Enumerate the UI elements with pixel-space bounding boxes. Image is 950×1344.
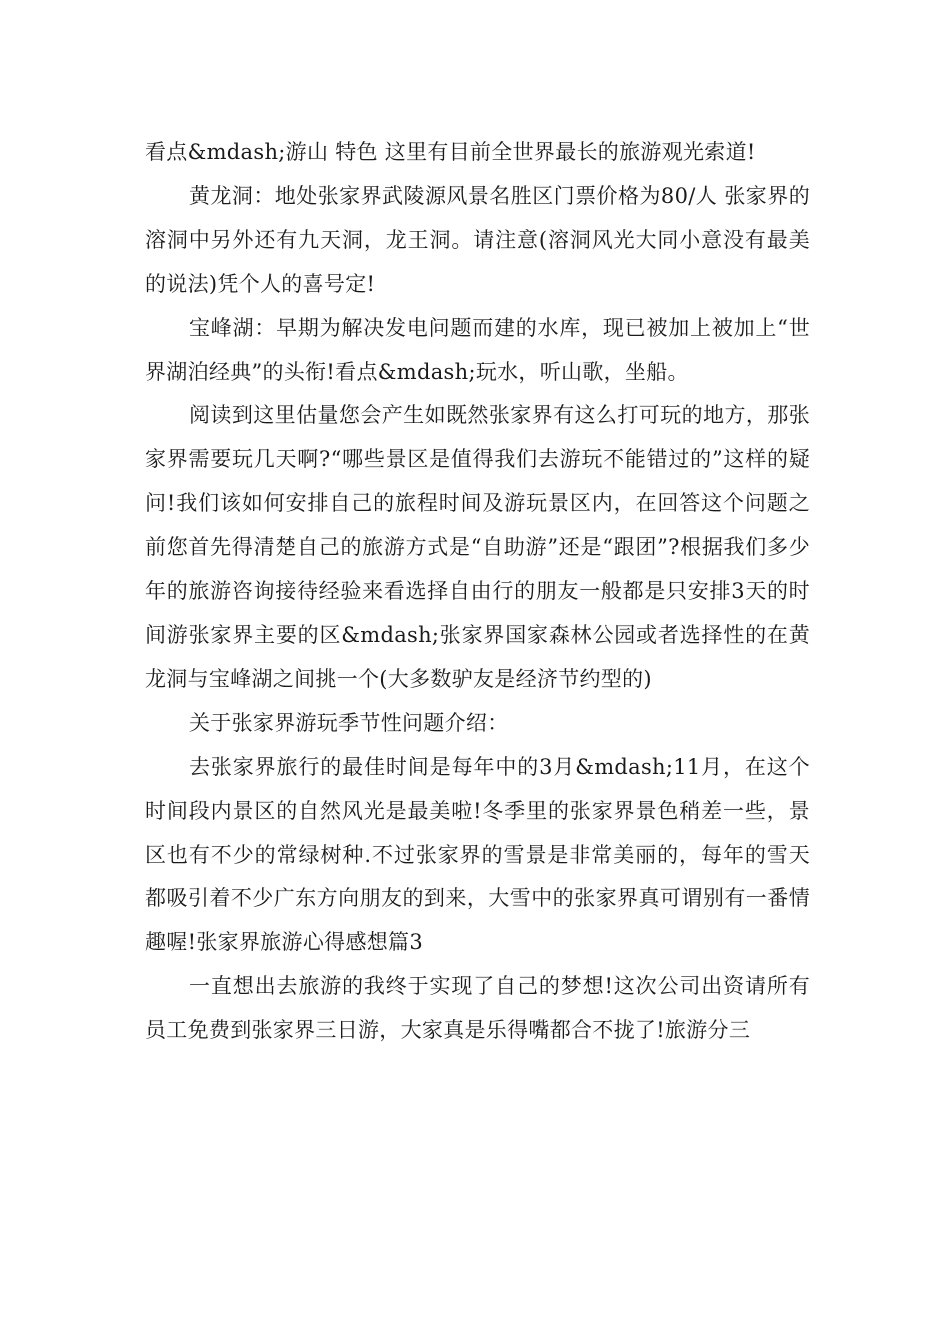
- paragraph-5: 关于张家界游玩季节性问题介绍：: [189, 710, 509, 735]
- paragraph-7: 一直想出去旅游的我终于实现了自己的梦想!这次公司出资请所有员工免费到张家界三日游，大家真是乐得嘴都合不拢了!旅游分三: [145, 974, 810, 1043]
- document-body: [145, 131, 810, 1053]
- paragraph-6: 去张家界旅行的最佳时间是每年中的3月&mdash;11月，在这个时间段内景区的自然风光是最美啦!冬季里的张家界景色稍差一些，景区也有不少的常绿树种.不过张家界的雪景是非常美丽的，每年的雪天都吸引着不少广东方向朋友的到来，大雪中的张家界真可谓别有一番情趣喔!张家界旅游心得感想篇3: [145, 754, 810, 955]
- paragraph-4: 阅读到这里估量您会产生如既然张家界有这么打可玩的地方，那张家界需要玩几天啊?“哪些景区是值得我们去游玩不能错过的”这样的疑问!我们该如何安排自己的旅程时间及游玩景区内，在回答这个问题之前您首先得清楚自己的旅游方式是“自助游”还是“跟团”?根据我们多少年的旅游咨询接待经验来看选择自由行的朋友一般都是只安排3天的时间游张家界主要的区&mdash;张家界国家森林公园或者选择性的在黄龙洞与宝峰湖之间挑一个(大多数驴友是经济节约型的): [145, 403, 810, 691]
- paragraph-2: 黄龙洞：地处张家界武陵源风景名胜区门票价格为80/人 张家界的溶洞中另外还有九天洞，龙王洞。请注意(溶洞风光大同小意没有最美的说法)凭个人的喜号定!: [145, 183, 810, 296]
- paragraph-3: 宝峰湖：早期为解决发电问题而建的水库，现已被加上被加上“世界湖泊经典”的头衔!看点&mdash;玩水，听山歌，坐船。: [145, 315, 810, 384]
- paragraph-1: 看点&mdash;游山 特色 这里有目前全世界最长的旅游观光索道!: [145, 140, 756, 164]
